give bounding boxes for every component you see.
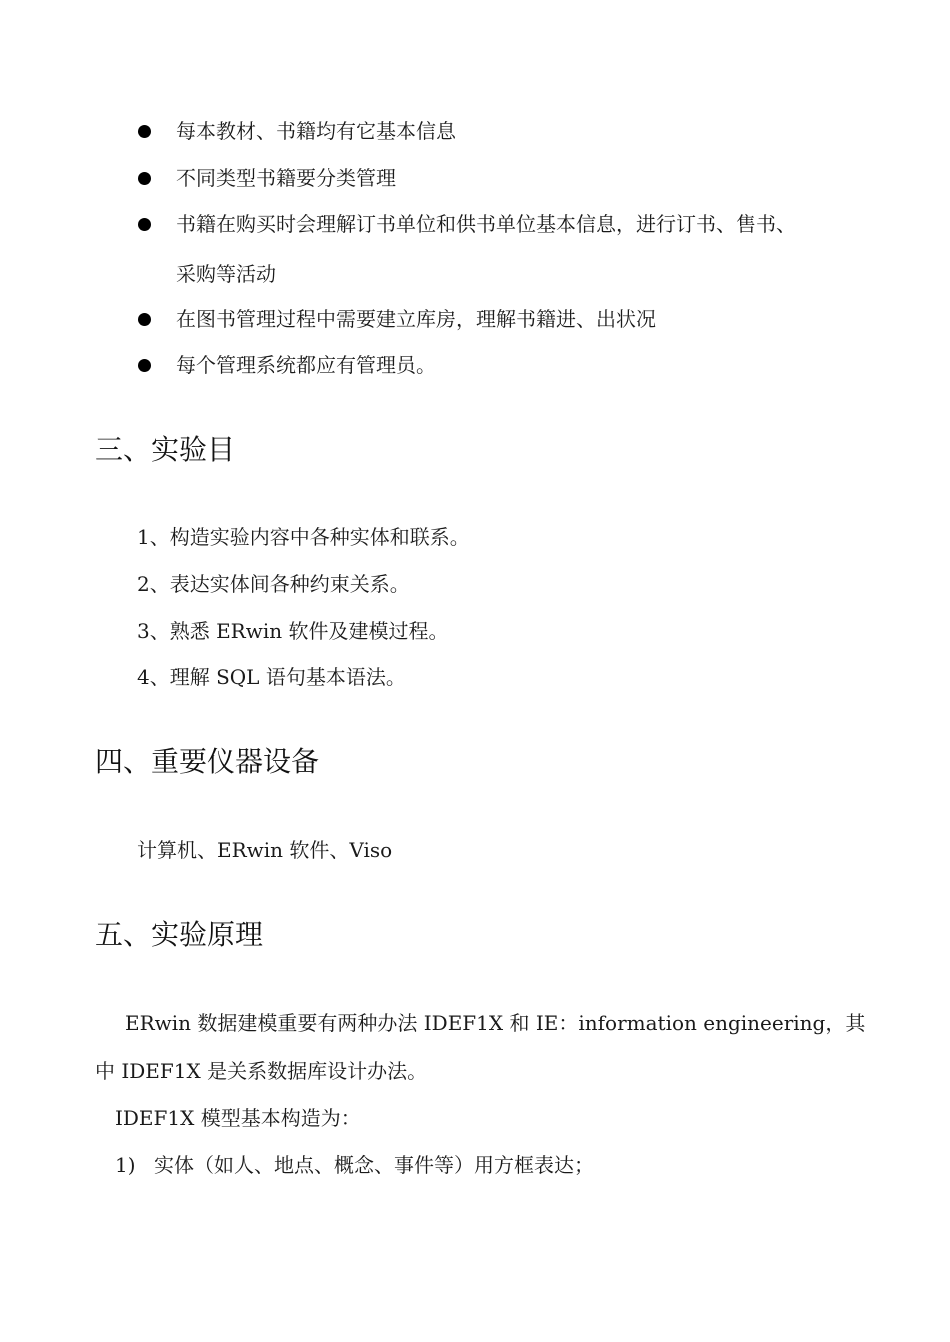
section-4-title: 四、重要仪器设备 [95, 745, 320, 778]
bullet-item: 不同类型书籍要分类管理 [176, 166, 396, 190]
section-5-title: 五、实验原理 [95, 918, 264, 951]
bullet-item: 在图书管理过程中需要建立库房，理解书籍进、出状况 [176, 307, 656, 331]
bullet-dot [138, 359, 151, 372]
bullet-dot [138, 125, 151, 138]
objective-item: 2、表达实体间各种约束关系。 [137, 572, 410, 596]
bullet-item: 每本教材、书籍均有它基本信息 [176, 119, 456, 143]
structure-list-text: 实体（如人、地点、概念、事件等）用方框表达； [154, 1153, 594, 1177]
objective-item: 4、理解 SQL 语句基本语法。 [137, 665, 406, 689]
objective-item: 3、熟悉 ERwin 软件及建模过程。 [137, 619, 449, 643]
bullet-item: 每个管理系统都应有管理员。 [176, 353, 436, 377]
principle-paragraph-line-1: ERwin 数据建模重要有两种办法 IDEF1X 和 IE：information engineering，其 [125, 1011, 866, 1035]
bullet-dot [138, 218, 151, 231]
structure-intro: IDEF1X 模型基本构造为： [115, 1106, 361, 1130]
bullet-dot [138, 172, 151, 185]
bullet-dot [138, 313, 151, 326]
bullet-item: 书籍在购买时会理解订书单位和供书单位基本信息，进行订书、售书、 [176, 212, 796, 236]
section-3-title: 三、实验目 [95, 433, 236, 466]
equipment-text: 计算机、ERwin 软件、Viso [137, 838, 393, 862]
principle-paragraph-line-2: 中 IDEF1X 是关系数据库设计办法。 [95, 1059, 428, 1083]
structure-list-number: 1) [115, 1153, 136, 1177]
objective-item: 1、构造实验内容中各种实体和联系。 [137, 525, 470, 549]
bullet-item-continuation: 采购等活动 [176, 262, 276, 286]
